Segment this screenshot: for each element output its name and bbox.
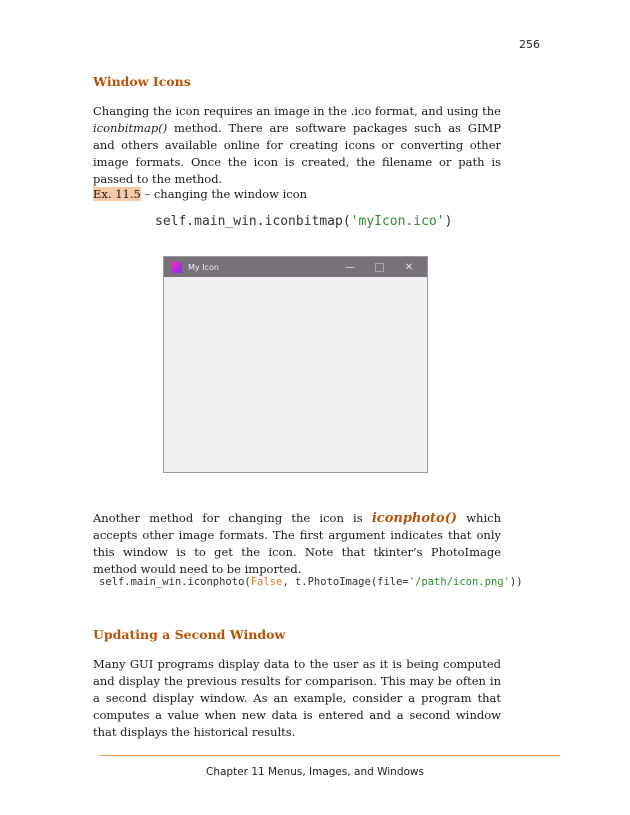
- code-iconphoto: [99, 576, 523, 588]
- paragraph-second-window: Many GUI programs display data to the user as it is being computed and display the previous results for comparison. This may be often in a second display window. As an example, consider a program that computes a value when new data is entered and a second window that displays the historical results.: [93, 657, 501, 739]
- text-run: Changing the icon requires an image in the .ico format, and using the: [93, 104, 501, 118]
- minimize-icon: —: [345, 261, 355, 273]
- code-iconbitmap: [155, 214, 452, 229]
- text-run: which accepts other image formats. The first argument indicates that only this window is to get the icon. Note that tkinter’s PhotoImage method would need to be imported.: [93, 511, 501, 576]
- code-text: self.main_win.iconphoto(: [99, 576, 251, 588]
- code-text: self.main_win.iconbitmap(: [155, 214, 351, 229]
- code-string: '/path/icon.png': [408, 576, 510, 588]
- method-name: iconbitmap(): [93, 121, 168, 135]
- window-title: My Icon: [188, 262, 219, 272]
- section-heading-window-icons: Window Icons: [93, 74, 191, 89]
- maximize-icon: [375, 263, 384, 272]
- example-caption: [93, 186, 501, 203]
- close-icon: ✕: [404, 261, 414, 273]
- code-text: ): [444, 214, 453, 229]
- footer-divider: [100, 755, 560, 756]
- text-run: Another method for changing the icon is: [93, 511, 372, 525]
- example-window: [163, 256, 428, 473]
- code-text: , t.PhotoImage(file=: [282, 576, 409, 588]
- window-app-icon: [171, 262, 182, 273]
- method-name: iconphoto(): [371, 511, 458, 526]
- minimize-button[interactable]: [335, 257, 365, 277]
- code-keyword: False: [250, 576, 283, 588]
- text-run: method. There are software packages such as GIMP and others available online for creating icons or converting other image formats. Once the icon is created, the filename or path is passed to the method.: [93, 121, 501, 186]
- example-label: Ex. 11.5: [93, 187, 141, 201]
- code-string: 'myIcon.ico': [350, 214, 445, 229]
- close-button[interactable]: [394, 257, 424, 277]
- paragraph-iconbitmap: [93, 103, 501, 188]
- footer-chapter-title: Chapter 11 Menus, Images, and Windows: [206, 766, 424, 778]
- paragraph-iconphoto: [93, 510, 501, 578]
- section-heading-second-window: Updating a Second Window: [93, 627, 286, 642]
- code-text: )): [509, 576, 523, 588]
- window-title-bar[interactable]: [164, 257, 427, 277]
- maximize-button[interactable]: [364, 257, 394, 277]
- example-caption-text: – changing the window icon: [140, 187, 308, 201]
- page-number: 256: [519, 38, 540, 51]
